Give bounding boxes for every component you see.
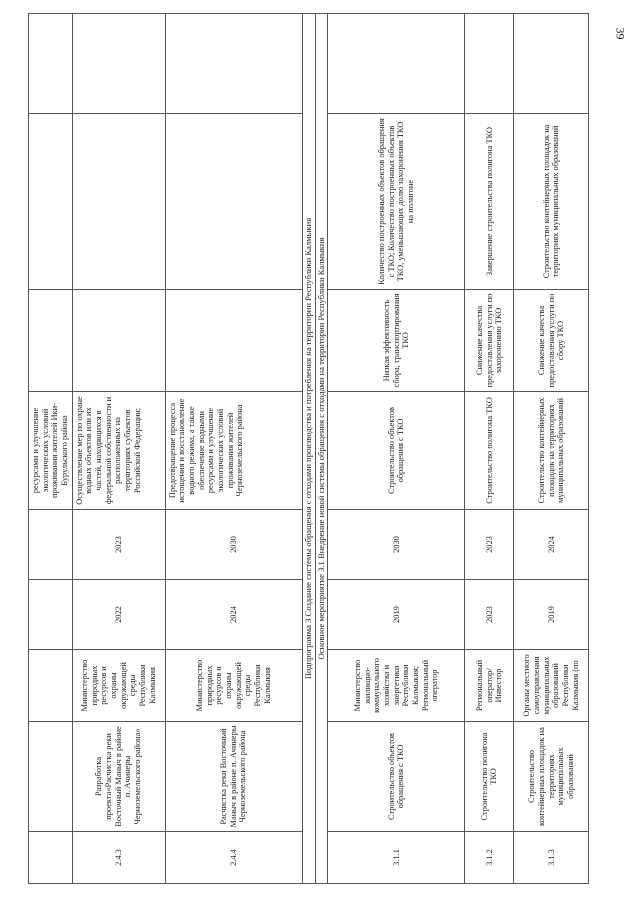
cell-result: Количество построенных объектов обращения с ТКО; Количество построенных объектов ТКО, уменьшающих долю захоронения ТКО на полигоне — [328, 114, 465, 290]
subprogram-title: Подпрограмма 3 Создание системы обращения с отходами производства и потребления на территории Республики Калмыкия — [302, 14, 315, 884]
cell-result: Строительство контейнерных площадок на территориях муниципальных образований — [514, 114, 589, 290]
cell-end: 2023 — [72, 510, 165, 580]
table-row-2-4-4 — [165, 14, 302, 884]
rotated-table-canvas — [28, 14, 588, 884]
subprogram-row — [302, 14, 315, 884]
cell-end: 2030 — [328, 510, 465, 580]
cell-measure: Осуществление мер по охране водных объектов или их частей, находящихся в федеральной собственности и расположенных на территориях субъектов Российской Федерации; — [72, 392, 165, 510]
cell-executor: Министерство жилищно-коммунального хозяйства и энергетики Республики Калмыкия; Региональный оператор — [328, 650, 465, 722]
cell-start: 2023 — [465, 580, 514, 650]
cell-executor: Органы местного самоуправления муниципальных образований Республики Калмыкия (по — [514, 650, 589, 722]
cell-name: Строительство объектов обращения с ТКО — [328, 722, 465, 832]
cell-end: 2024 — [514, 510, 589, 580]
cell-measure: Предотвращение процесса истощения и восстановление водного режима, а также обеспечение водными ресурсами и улучшение экологических условий проживания жителей Черноземельского района — [165, 392, 302, 510]
table-row-2-4-3 — [72, 14, 165, 884]
cell-num: 3.1.1 — [328, 832, 465, 884]
cell-effect: Снижение качества предоставления услуги по захоронению ТКО — [465, 290, 514, 392]
table-row-3-1-2 — [465, 14, 514, 884]
cell-name: Строительство полигона ТКО — [465, 722, 514, 832]
table-row-fragment — [29, 14, 73, 884]
cell-start: 2024 — [165, 580, 302, 650]
cell-executor: Министерство природных ресурсов и охраны окружающей среды Республики Калмыкия — [72, 650, 165, 722]
cell-measure: Строительство контейнерных площадок на территориях муниципальных образований — [514, 392, 589, 510]
cell-name: Расчистка реки Восточный Маныч в районе п. Ачинеры Черноземельского района — [165, 722, 302, 832]
cell-measure: Строительство объектов обращения с ТКО — [328, 392, 465, 510]
main-event-row — [315, 14, 328, 884]
cell-executor: Региональный оператор/Инвестор — [465, 650, 514, 722]
cell-name: Строительство контейнерных площадок на территориях муниципальных образований — [514, 722, 589, 832]
cell-effect: Снижение качества предоставления услуги по сбору ТКО — [514, 290, 589, 392]
cell-end: 2030 — [165, 510, 302, 580]
cell-num: 3.1.3 — [514, 832, 589, 884]
cell-end: 2023 — [465, 510, 514, 580]
cell-result: Завершение строительства полигона ТКО — [465, 114, 514, 290]
table-row-3-1-3 — [514, 14, 589, 884]
cell-start: 2022 — [72, 580, 165, 650]
cell-name: Разработка проекта«Расчистка реки Восточный Маныч в районе п. Ачинеры Черноземельского района» — [72, 722, 165, 832]
cell-num: 2.4.3 — [72, 832, 165, 884]
cell-num: 3.1.2 — [465, 832, 514, 884]
cell-num: 2.4.4 — [165, 832, 302, 884]
program-table — [28, 13, 589, 884]
cell-effect: Низкая эффективность сбора, транспортирования ТКО — [328, 290, 465, 392]
cell-measure: ресурсами и улучшение экологических условий проживания жителей Ики-Бурульского района — [29, 392, 73, 510]
cell-executor: Министерство природных ресурсов и охраны окружающей среды Республики Калмыкия — [165, 650, 302, 722]
page-number: 39 — [613, 27, 628, 40]
table-row-3-1-1 — [328, 14, 465, 884]
main-event-title: Основное мероприятие 3.1 Внедрение новой системы обращения с отходами на территории Республики Калмыкия — [315, 14, 328, 884]
cell-measure: Строительство полигона ТКО — [465, 392, 514, 510]
cell-start: 2019 — [514, 580, 589, 650]
cell-start: 2019 — [328, 580, 465, 650]
